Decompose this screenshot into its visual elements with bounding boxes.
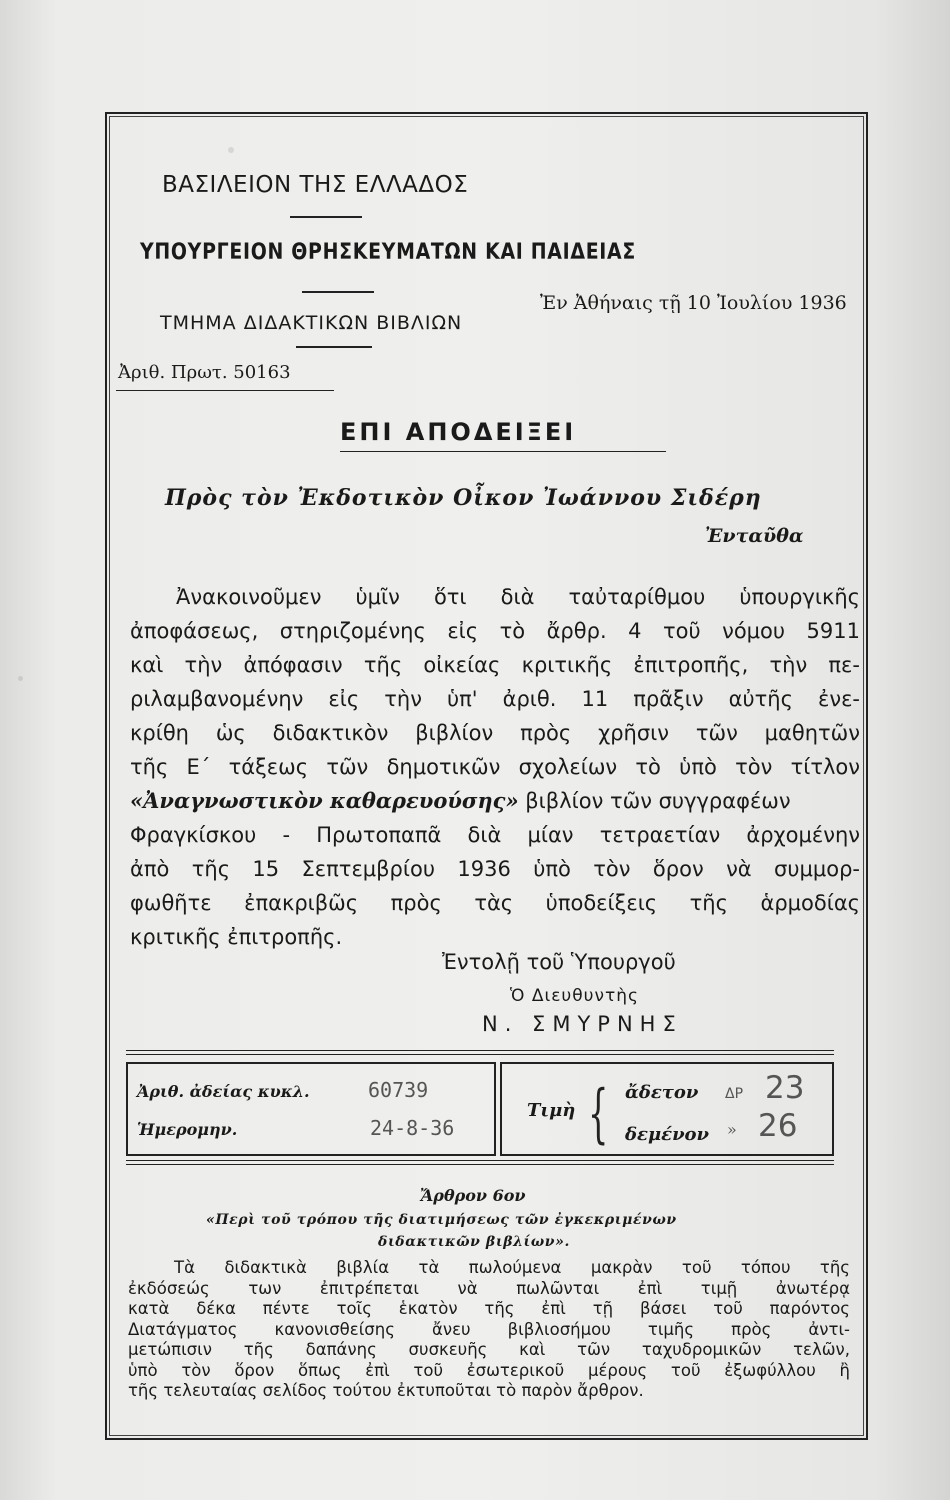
protocol-underline: [116, 390, 334, 391]
unbound-currency: ΔΡ: [725, 1086, 744, 1102]
permit-number: 60739: [368, 1078, 429, 1102]
article-title: Ἄρθρον 6ον: [420, 1186, 526, 1205]
body-line-rest: βιβλίον τῶν συγγραφέων: [525, 789, 791, 813]
article-line: Διατάγματος κανονισθείσης ἄνευ βιβλιοσήμου τιμῆς πρὸς ἀντι-: [128, 1319, 850, 1339]
ink-speck: [18, 676, 23, 681]
kingdom-heading: ΒΑΣΙΛΕΙΟΝ ΤΗΣ ΕΛΛΑΔΟΣ: [162, 172, 469, 198]
article-body: [128, 1258, 850, 1402]
body-line: ριλαμβανομένην εἰς τὴν ὑπ' ἀριθ. 11 πρᾶξιν αὐτῆς ἐνε-: [130, 687, 860, 711]
bound-label: δεμένον: [625, 1124, 710, 1145]
body-line: φωθῆτε ἐπακριβῶς πρὸς τὰς ὑποδείξεις τῆς ἁρμοδίας: [130, 891, 860, 915]
signature-order: Ἐντολῇ τοῦ Ὑπουργοῦ: [442, 950, 676, 974]
body-line: κριτικῆς ἐπιτροπῆς.: [130, 925, 343, 949]
header-rule: [296, 346, 372, 348]
body-line: Φραγκίσκου - Πρωτοπαπᾶ διὰ μίαν τετραετίαν ἀρχομένην: [130, 823, 860, 847]
signature-role: Ὁ Διευθυντὴς: [510, 986, 639, 1006]
body-line: τῆς Ε΄ τάξεως τῶν δημοτικῶν σχολείων τὸ ὑπὸ τὸν τίτλον: [130, 755, 860, 779]
price-label: Τιμὴ: [527, 1100, 576, 1121]
book-title: «Ἀναγνωστικὸν καθαρευούσης»: [130, 788, 519, 813]
article-line: ἐκδόσεώς των ἐπιτρέπεται νὰ πωλῶνται ἐπὶ τιμῇ ἀνωτέρᾳ: [128, 1278, 850, 1298]
date-line: Ἐν Ἀθήναις τῇ 10 Ἰουλίου 1936: [540, 292, 847, 314]
signature-name: Ν. ΣΜΥΡΝΗΣ: [482, 1012, 683, 1036]
body-line-with-title: [130, 784, 860, 818]
box-rule-bottom: [126, 1164, 834, 1165]
bound-price: 26: [758, 1108, 798, 1144]
box-rule-bottom: [126, 1160, 834, 1161]
body-line: κρίθη ὡς διδακτικὸν βιβλίον πρὸς χρῆσιν τῶν μαθητῶν: [130, 721, 860, 745]
permit-date-label: Ἡμερομην.: [137, 1120, 238, 1139]
article-subtitle: διδακτικῶν βιβλίων».: [378, 1234, 570, 1250]
bound-currency: »: [727, 1120, 737, 1139]
receipt-underline: [340, 451, 666, 452]
unbound-price: 23: [765, 1070, 805, 1106]
receipt-heading: ΕΠΙ ΑΠΟΔΕΙΞΕΙ: [340, 418, 577, 446]
location-line: Ἐνταῦθα: [705, 525, 804, 547]
recipient-line: Πρὸς τὸν Ἐκδοτικὸν Οἶκον Ἰωάννου Σιδέρη: [165, 485, 762, 511]
body-line: ἀποφάσεως, στηριζομένης εἰς τὸ ἄρθρ. 4 τοῦ νόμου 5911: [130, 619, 860, 643]
article-subtitle: «Περὶ τοῦ τρόπου τῆς διατιμήσεως τῶν ἐγκεκριμένων: [206, 1212, 677, 1228]
ink-speck: [228, 147, 234, 153]
header-rule: [302, 291, 374, 293]
ministry-heading: ΥΠΟΥΡΓΕΙΟΝ ΘΡΗΣΚΕΥΜΑΤΩΝ ΚΑΙ ΠΑΙΔΕΙΑΣ: [140, 240, 636, 265]
department-heading: ΤΜΗΜΑ ΔΙΔΑΚΤΙΚΩΝ ΒΙΒΛΙΩΝ: [160, 312, 463, 334]
unbound-label: ἄδετον: [625, 1082, 699, 1103]
box-rule-top: [126, 1054, 834, 1055]
letter-body: [130, 580, 860, 954]
protocol-number: Ἀριθ. Πρωτ. 50163: [118, 362, 291, 383]
permit-date: 24-8-36: [370, 1116, 455, 1140]
article-line: τῆς τελευταίας σελίδος τούτου ἐκτυποῦται τὸ παρὸν ἄρθρον.: [128, 1381, 644, 1400]
brace-icon: {: [588, 1077, 609, 1151]
permit-box: [126, 1062, 496, 1156]
article-line: ὑπὸ τὸν ὅρον ὅπως ἐπὶ τοῦ ἐσωτερικοῦ μέρους τοῦ ἐξωφύλλου ἢ: [128, 1360, 850, 1380]
box-rule-top: [126, 1050, 834, 1051]
body-line: Ἀνακοινοῦμεν ὑμῖν ὅτι διὰ ταὐταρίθμου ὑπουργικῆς: [176, 585, 860, 609]
body-line: ἀπὸ τῆς 15 Σεπτεμβρίου 1936 ὑπὸ τὸν ὅρον νὰ συμμορ-: [130, 857, 860, 881]
header-rule: [290, 216, 362, 218]
article-line: μετώπισιν τῆς δαπάνης συσκευῆς καὶ τῶν ταχυδρομικῶν τελῶν,: [128, 1340, 850, 1359]
permit-label: Ἀριθ. ἀδείας κυκλ.: [137, 1082, 310, 1101]
body-line: καὶ τὴν ἀπόφασιν τῆς οἰκείας κριτικῆς ἐπιτροπῆς, τὴν πε-: [130, 653, 860, 677]
article-line: κατὰ δέκα πέντε τοῖς ἑκατὸν τῆς ἐπὶ τῇ βάσει τοῦ παρόντος: [128, 1299, 850, 1318]
article-line: Τὰ διδακτικὰ βιβλία τὰ πωλούμενα μακρὰν τοῦ τόπου τῆς: [174, 1258, 850, 1277]
